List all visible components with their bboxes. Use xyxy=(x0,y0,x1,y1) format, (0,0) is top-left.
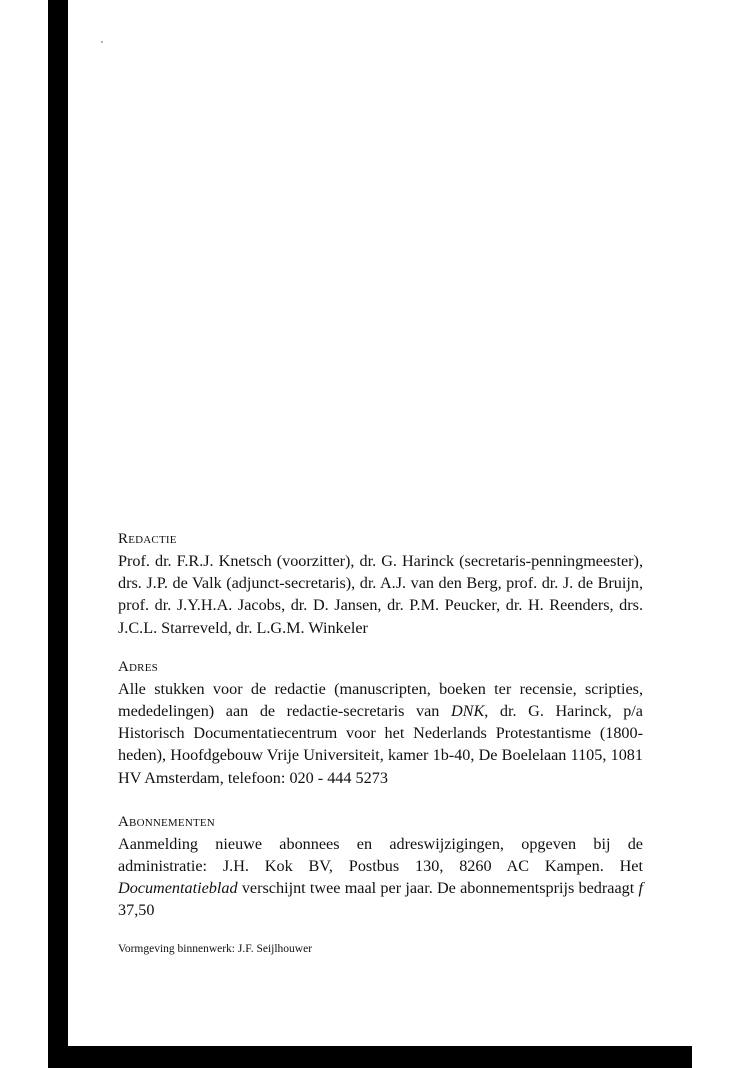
adres-body-text-1: Alle stukken voor de redactie (manuscripten, boeken ter recensie, scripties, mededelingen) aan de redactie-secretaris van xyxy=(118,679,643,721)
colophon xyxy=(118,529,643,957)
abonnementen-section xyxy=(118,812,643,922)
bottom-black-border xyxy=(48,1046,692,1068)
abonnementen-body-text-1: Aanmelding nieuwe abonnees en adreswijzigingen, opgeven bij de administratie: J.H. Kok BV, Postbus 130, 8260 AC Kampen. Het xyxy=(118,834,643,876)
redactie-heading: Redactie xyxy=(118,531,177,547)
adres-body-text-2: , dr. G. Harinck, p/a Historisch Documentatiecentrum voor het Nederlands Protestantisme (1800-heden), Hoofdgebouw Vrije Universiteit, kamer 1b-40, De Boelelaan 1105, 1081 HV Amsterdam, telefoon: 020 - 444 5273 xyxy=(118,702,643,787)
adres-section xyxy=(118,657,643,789)
abonnementen-body-text-2: verschijnt twee maal per jaar. De abonnementsprijs bedraagt xyxy=(237,879,639,898)
left-black-border xyxy=(48,0,68,1068)
journal-abbreviation: DNK xyxy=(450,702,485,721)
redactie-body: Prof. dr. F.R.J. Knetsch (voorzitter), dr. G. Harinck (secretaris-penningmeester), drs. J.P. de Valk (adjunct-secretaris), dr. A.J. van den Berg, prof. dr. J. de Bruijn, prof. dr. J.Y.H.A. Jacobs, dr. D. Jansen, dr. P.M. Peucker, dr. H. Reenders, drs. J.C.L. Starreveld, dr. L.G.M. Winkeler xyxy=(118,552,643,637)
subscription-price: 37,50 xyxy=(118,901,155,920)
abonnementen-heading: Abonnementen xyxy=(118,813,215,830)
adres-heading: Adres xyxy=(118,658,158,675)
design-credit: Vormgeving binnenwerk: J.F. Seijlhouwer xyxy=(118,942,313,955)
adres-body xyxy=(118,678,643,789)
scan-speck xyxy=(101,41,103,43)
abonnementen-body xyxy=(118,833,643,922)
currency-symbol: f xyxy=(638,879,643,898)
redactie-section xyxy=(118,529,643,639)
journal-title: Documentatieblad xyxy=(118,879,238,898)
